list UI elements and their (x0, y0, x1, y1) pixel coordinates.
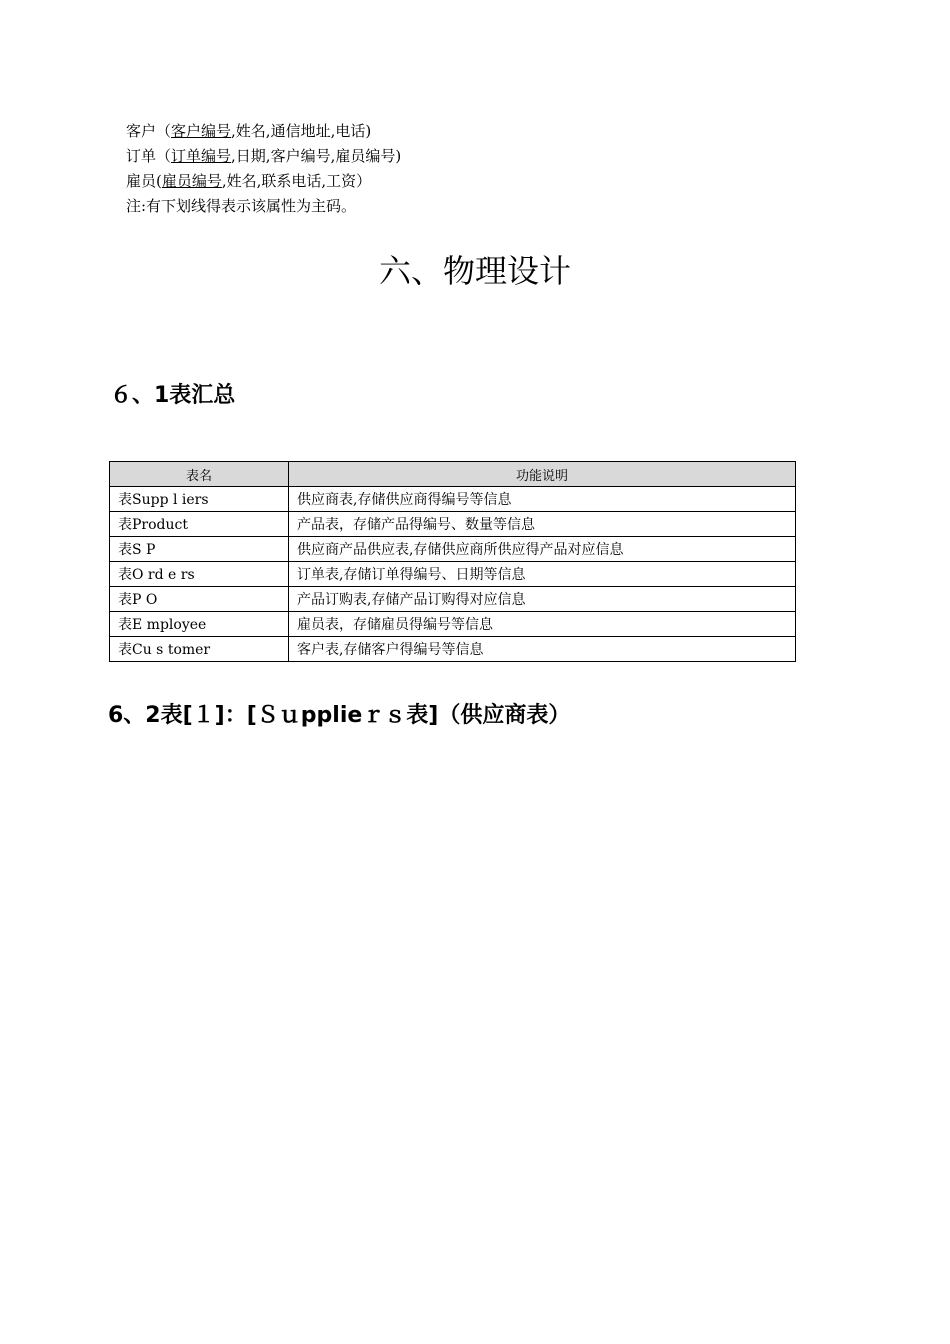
relation-attributes: ,日期,客户编号,雇员编号) (231, 147, 402, 165)
relation-customer (126, 119, 401, 144)
primary-key: 订单编号 (171, 147, 232, 165)
table-name-cell: 表O rd e rs (110, 562, 289, 587)
table-name-cell: 表S P (110, 537, 289, 562)
table-name-cell: 表Product (110, 512, 289, 537)
description-cell: 订单表,存储订单得编号、日期等信息 (289, 562, 796, 587)
description-cell: 供应商表,存储供应商得编号等信息 (289, 487, 796, 512)
table-name-cell: 表E mployee (110, 612, 289, 637)
table-row (110, 487, 796, 512)
relation-prefix: 客户（ (126, 122, 172, 140)
relation-prefix: 订单（ (126, 147, 172, 165)
description-cell: 供应商产品供应表,存储供应商所供应得产品对应信息 (289, 537, 796, 562)
section-title-suppliers: 6、2表[１]：[Ｓｕpplieｒｓ表]（供应商表） (108, 703, 571, 728)
table-name-cell: 表Supp l iers (110, 487, 289, 512)
relation-schema-list (126, 119, 401, 219)
header-description: 功能说明 (289, 462, 796, 487)
section-title-table-summary: ６、1表汇总 (110, 383, 236, 408)
relation-attributes: ,姓名,通信地址,电话) (231, 122, 372, 140)
table-row (110, 512, 796, 537)
table-header-row (110, 462, 796, 487)
table-summary (109, 461, 796, 662)
header-table-name: 表名 (110, 462, 289, 487)
table-name-cell: 表Cu s tomer (110, 637, 289, 662)
table-row (110, 612, 796, 637)
table-name-cell: 表P O (110, 587, 289, 612)
relation-prefix: 雇员( (126, 172, 162, 190)
chapter-title: 六、物理设计 (378, 252, 571, 290)
relation-order (126, 144, 401, 169)
description-cell: 产品表，存储产品得编号、数量等信息 (289, 512, 796, 537)
table-row (110, 562, 796, 587)
primary-key: 雇员编号 (161, 172, 222, 190)
primary-key: 客户编号 (171, 122, 232, 140)
description-cell: 客户表,存储客户得编号等信息 (289, 637, 796, 662)
table-row (110, 537, 796, 562)
relation-employee (126, 169, 401, 194)
primary-key-note: 注:有下划线得表示该属性为主码。 (126, 197, 357, 215)
table-row (110, 637, 796, 662)
description-cell: 产品订购表,存储产品订购得对应信息 (289, 587, 796, 612)
table-row (110, 587, 796, 612)
relation-attributes: ,姓名,联系电话,工资） (221, 172, 372, 190)
description-cell: 雇员表，存储雇员得编号等信息 (289, 612, 796, 637)
